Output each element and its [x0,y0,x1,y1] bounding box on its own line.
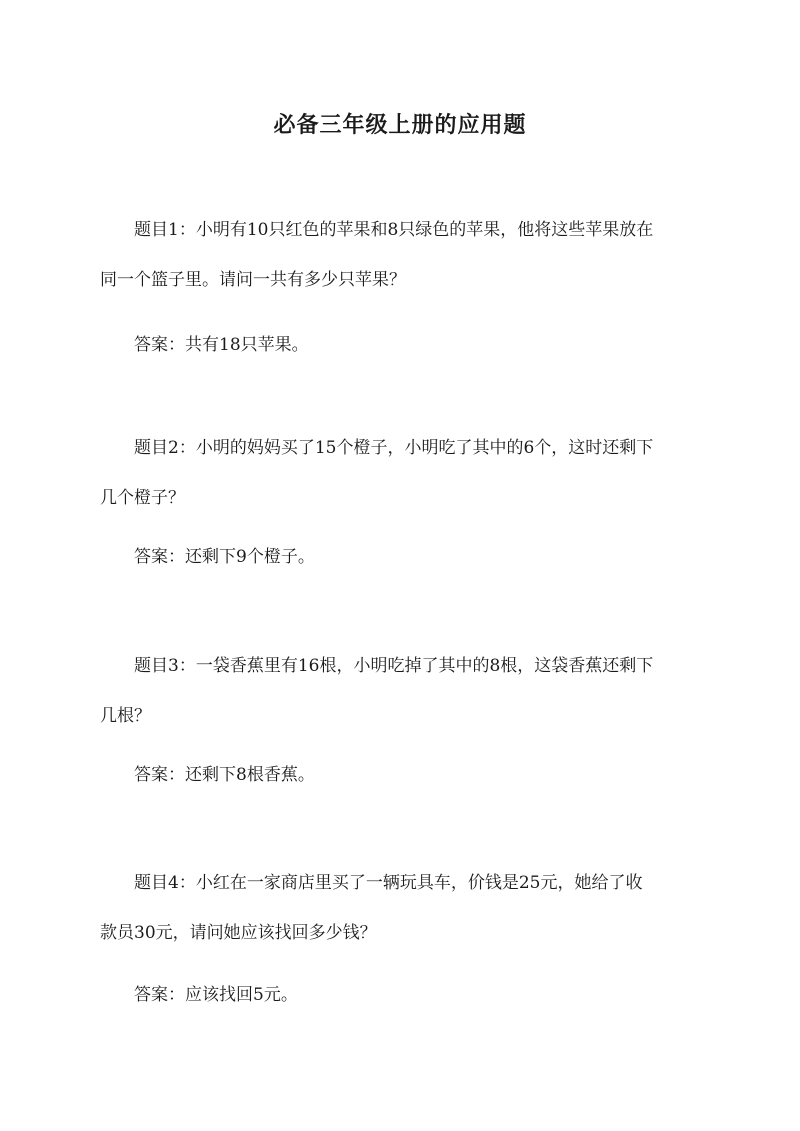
problem-4-question-line-1: 题目4：小红在一家商店里买了一辆玩具车，价钱是25元，她给了收 [134,873,643,893]
page-title: 必备三年级上册的应用题 [273,111,527,138]
problem-3-question-line-2: 几根？ [100,706,151,726]
problem-3-answer: 答案：还剩下8根香蕉。 [134,765,315,785]
problem-2-question [100,423,704,523]
problem-4-question-line-2: 款员30元，请问她应该找回多少钱？ [100,923,377,943]
problem-3-question [100,641,704,741]
problem-4-answer: 答案：应该找回5元。 [134,985,298,1005]
problem-4-question [100,858,704,958]
problem-2-answer: 答案：还剩下9个橙子。 [134,547,315,567]
problem-1-question [100,205,704,305]
problem-2-question-line-2: 几个橙子？ [100,488,185,508]
problem-1-question-line-1: 题目1：小明有10只红色的苹果和8只绿色的苹果，他将这些苹果放在 [134,220,654,240]
problem-1-answer: 答案：共有18只苹果。 [134,335,309,355]
problem-1-question-line-2: 同一个篮子里。请问一共有多少只苹果？ [100,270,406,290]
problem-2-question-line-1: 题目2：小明的妈妈买了15个橙子，小明吃了其中的6个，这时还剩下 [134,438,654,458]
problem-3-question-line-1: 题目3：一袋香蕉里有16根，小明吃掉了其中的8根，这袋香蕉还剩下 [134,656,654,676]
